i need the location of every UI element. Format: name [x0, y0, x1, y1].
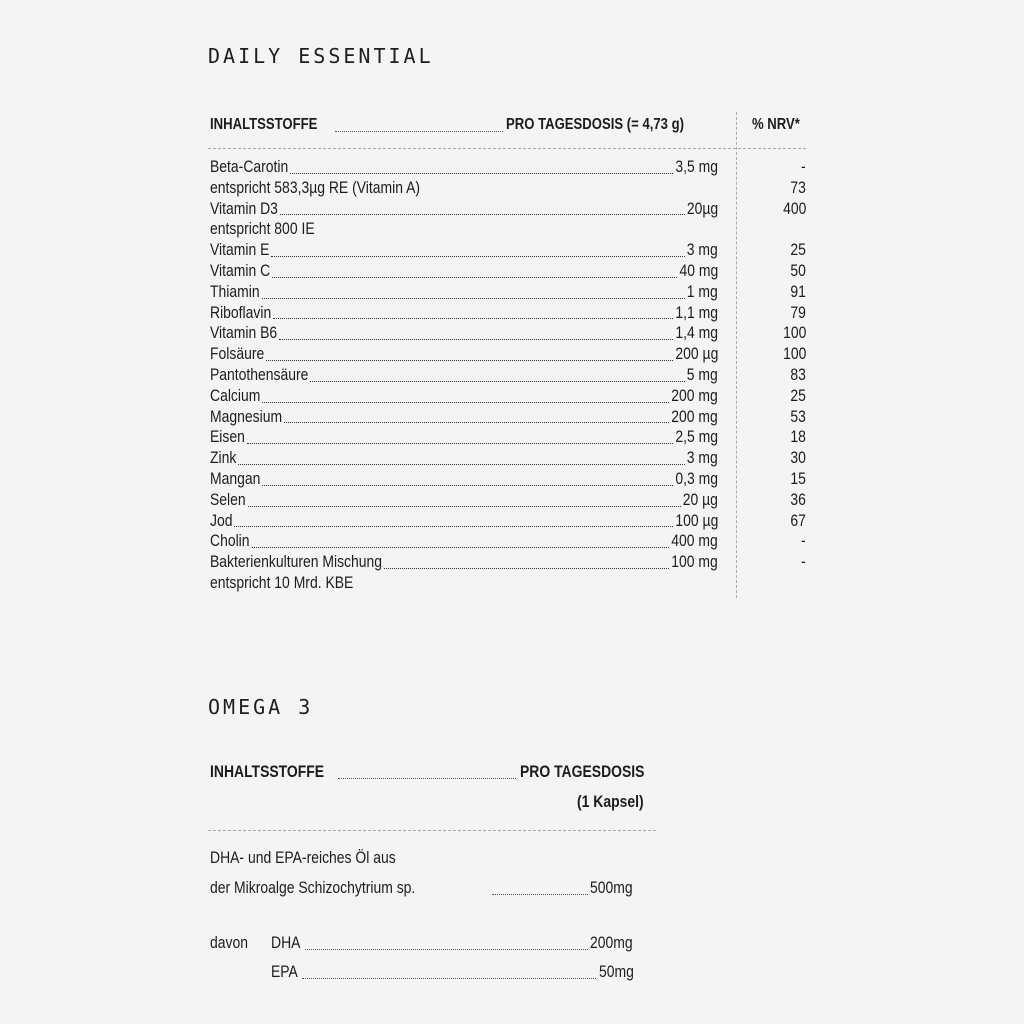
ingredient-row: [210, 282, 806, 303]
ingredient-amount: 200 mg: [671, 385, 718, 405]
dot-leader: [262, 485, 673, 486]
ingredient-nrv: 400: [782, 198, 806, 218]
ingredient-name: Folsäure: [210, 344, 265, 364]
ingredient-row: [210, 531, 806, 552]
ingredient-row: [210, 573, 806, 594]
ingredient-amount: 2,5 mg: [675, 427, 718, 447]
omega-epa-label: EPA: [271, 962, 298, 981]
omega-davon-label: davon: [210, 933, 248, 952]
dot-leader: [247, 443, 673, 444]
dot-leader: [272, 277, 677, 278]
ingredient-name: entspricht 583,3µg RE (Vitamin A): [210, 177, 421, 197]
ingredient-nrv: [766, 219, 806, 240]
ingredient-row: [210, 219, 806, 240]
header-leader: [335, 131, 503, 132]
ingredient-amount: 3 mg: [687, 240, 718, 260]
ingredient-nrv: 79: [790, 302, 806, 322]
ingredient-amount: 200 µg: [675, 344, 718, 364]
dot-leader: [384, 568, 669, 569]
ingredient-amount: 40 mg: [679, 260, 718, 280]
omega-dha-label: DHA: [271, 933, 301, 952]
daily-ingredients-list: [210, 157, 806, 594]
omega-header-divider: [208, 830, 656, 831]
ingredient-row: [210, 240, 806, 261]
ingredient-nrv: -: [801, 157, 806, 176]
ingredient-nrv: 100: [782, 323, 806, 343]
ingredient-nrv: 25: [790, 385, 806, 405]
dot-leader: [280, 214, 685, 215]
ingredient-name: Vitamin C: [210, 260, 271, 280]
ingredient-row: [210, 407, 806, 428]
ingredient-row: [210, 552, 806, 573]
omega-oil-line2: der Mikroalge Schizochytrium sp.: [210, 878, 416, 897]
ingredient-name: Vitamin D3: [210, 198, 278, 218]
omega-epa-amount: 50mg: [599, 962, 634, 981]
ingredient-nrv: [766, 573, 806, 594]
ingredient-name: Magnesium: [210, 406, 283, 426]
dot-leader: [290, 173, 673, 174]
dot-leader: [266, 360, 673, 361]
ingredient-name: Riboflavin: [210, 302, 272, 322]
ingredient-nrv: 50: [790, 260, 806, 280]
ingredient-row: [210, 261, 806, 282]
ingredient-amount: 5 mg: [687, 364, 718, 384]
ingredient-nrv: 25: [790, 240, 806, 260]
ingredient-name: Vitamin E: [210, 240, 270, 260]
ingredient-name: Jod: [210, 510, 233, 530]
ingredient-amount: 1,4 mg: [675, 323, 718, 343]
dot-leader: [262, 298, 685, 299]
omega-epa-leader: [302, 978, 596, 979]
dot-leader: [273, 318, 673, 319]
ingredient-amount: 200 mg: [671, 406, 718, 426]
dot-leader: [262, 402, 669, 403]
ingredient-name: Zink: [210, 448, 237, 468]
ingredient-amount: 1 mg: [687, 281, 718, 301]
ingredient-row: [210, 490, 806, 511]
daily-table-header: [210, 116, 806, 138]
header-divider: [208, 148, 806, 149]
omega-dha-leader: [305, 949, 588, 950]
ingredient-amount: 400 mg: [671, 531, 718, 551]
ingredient-name: entspricht 10 Mrd. KBE: [210, 572, 354, 592]
ingredient-name: entspricht 800 IE: [210, 219, 315, 239]
ingredient-nrv: 30: [790, 448, 806, 468]
ingredient-row: [210, 386, 806, 407]
ingredient-name: Vitamin B6: [210, 323, 278, 343]
ingredient-nrv: 73: [790, 177, 806, 197]
ingredient-amount: 20µg: [686, 198, 718, 218]
omega-oil-line1: DHA- und EPA-reiches Öl aus: [210, 848, 396, 867]
ingredient-nrv: 91: [790, 281, 806, 301]
omega-oil-amount: 500mg: [590, 878, 633, 897]
dot-leader: [271, 256, 685, 257]
dot-leader: [252, 547, 670, 548]
omega-header-daily-dose: PRO TAGESDOSIS: [520, 762, 645, 781]
ingredient-name: Pantothensäure: [210, 364, 309, 384]
ingredient-nrv: 67: [790, 510, 806, 530]
ingredient-row: [210, 469, 806, 490]
ingredient-nrv: -: [801, 531, 806, 551]
ingredient-amount: 100 µg: [675, 510, 718, 530]
ingredient-row: [210, 344, 806, 365]
dot-leader: [248, 506, 681, 507]
omega-header-ingredients: INHALTSSTOFFE: [210, 762, 325, 781]
ingredient-row: [210, 511, 806, 532]
ingredient-nrv: 83: [790, 364, 806, 384]
ingredient-row: [210, 427, 806, 448]
omega-dha-amount: 200mg: [590, 933, 633, 952]
ingredient-row: [210, 178, 806, 199]
ingredient-name: Selen: [210, 489, 246, 509]
ingredient-name: Calcium: [210, 385, 261, 405]
ingredient-amount: 0,3 mg: [675, 468, 718, 488]
ingredient-amount: 3,5 mg: [675, 157, 718, 176]
dot-leader: [279, 339, 673, 340]
header-ingredients: INHALTSSTOFFE: [210, 116, 318, 133]
omega-oil-leader: [492, 894, 588, 895]
dot-leader: [310, 381, 685, 382]
omega-header-leader: [338, 778, 516, 779]
ingredient-amount: 1,1 mg: [675, 302, 718, 322]
ingredient-row: [210, 157, 806, 178]
dot-leader: [234, 526, 673, 527]
omega-header-capsule: (1 Kapsel): [577, 792, 644, 811]
ingredient-row: [210, 323, 806, 344]
ingredient-amount: 100 mg: [671, 552, 718, 572]
ingredient-name: Mangan: [210, 468, 261, 488]
ingredient-name: Beta-Carotin: [210, 157, 289, 176]
ingredient-name: Thiamin: [210, 281, 260, 301]
omega-3-title: OMEGA 3: [208, 695, 314, 719]
ingredient-row: [210, 199, 806, 220]
ingredient-name: Bakterienkulturen Mischung: [210, 552, 383, 572]
dot-leader: [284, 422, 669, 423]
header-nrv: % NRV*: [752, 116, 800, 133]
daily-essential-title: DAILY ESSENTIAL: [208, 44, 434, 68]
ingredient-nrv: 15: [790, 468, 806, 488]
ingredient-nrv: -: [801, 552, 806, 572]
ingredient-name: Cholin: [210, 531, 250, 551]
ingredient-row: [210, 448, 806, 469]
dot-leader: [238, 464, 685, 465]
ingredient-nrv: 18: [790, 427, 806, 447]
ingredient-nrv: 100: [782, 344, 806, 364]
ingredient-amount: 20 µg: [682, 489, 718, 509]
ingredient-nrv: 53: [790, 406, 806, 426]
ingredient-nrv: 36: [790, 489, 806, 509]
ingredient-row: [210, 365, 806, 386]
header-daily-dose: PRO TAGESDOSIS (= 4,73 g): [506, 116, 685, 133]
ingredient-name: Eisen: [210, 427, 245, 447]
ingredient-amount: 3 mg: [687, 448, 718, 468]
ingredient-row: [210, 303, 806, 324]
